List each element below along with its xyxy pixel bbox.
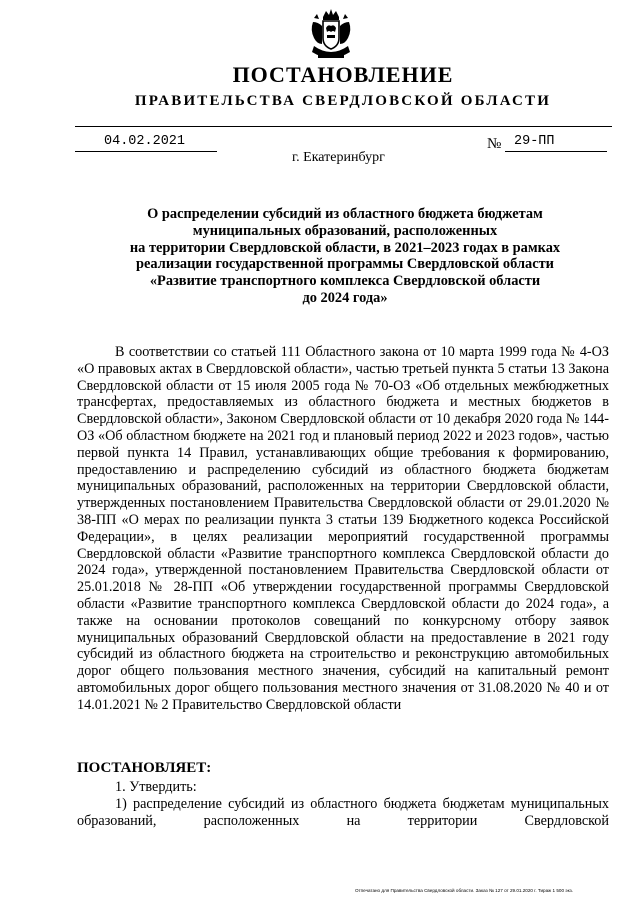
coat-of-arms-emblem bbox=[308, 8, 354, 64]
document-number: 29-ПП bbox=[514, 134, 555, 149]
title-line: реализации государственной программы Свердловской области bbox=[136, 256, 554, 273]
item-1: 1. Утвердить: bbox=[115, 779, 197, 795]
title-line: «Развитие транспортного комплекса Свердловской области bbox=[149, 273, 541, 290]
city: г. Екатеринбург bbox=[292, 150, 385, 165]
title-line: муниципальных образований, расположенных bbox=[192, 222, 498, 239]
document-title bbox=[85, 206, 605, 307]
date-underline bbox=[75, 151, 217, 152]
title-line: на территории Свердловской области, в 2021–2023 годах в рамках bbox=[129, 239, 561, 256]
number-sign: № bbox=[487, 136, 502, 152]
decree-heading: ПОСТАНОВЛЯЕТ: bbox=[77, 760, 212, 776]
item-1-subitem-1: 1) распределение субсидий из областного бюджета бюджетам муниципальных образований, расположенных на территории Свердловской bbox=[77, 796, 609, 829]
document-date: 04.02.2021 bbox=[104, 134, 186, 149]
issuing-authority: ПРАВИТЕЛЬСТВА СВЕРДЛОВСКОЙ ОБЛАСТИ bbox=[134, 93, 552, 109]
title-line: до 2024 года» bbox=[302, 289, 388, 306]
document-body bbox=[77, 344, 609, 714]
header-rule bbox=[75, 126, 612, 127]
number-underline bbox=[505, 151, 607, 152]
title-line: О распределении субсидий из областного бюджета бюджетам bbox=[147, 206, 543, 222]
print-footer: Отпечатано для Правительства Свердловской области. Заказ № 127 от 29.01.2020 г. Тираж 1 500 экз. bbox=[355, 888, 574, 893]
document-type-title: ПОСТАНОВЛЕНИЕ bbox=[232, 62, 454, 87]
preamble-paragraph: В соответствии со статьей 111 Областного закона от 10 марта 1999 года № 4-ОЗ «О правовых актах в Свердловской области», частью третьей пункта 5 статьи 13 Закона Свердловской области от 15 июля 2005 года № 70-ОЗ «Об отдельных межбюджетных трансфертах, предоставляемых из областного бюджета и местных бюджетов в Свердловской области», Законом Свердловской области от 10 декабря 2020 года № 144-ОЗ «Об областном бюджете на 2021 год и плановый период 2022 и 2023 годов», частью первой пункта 14 Правил, устанавливающих общие требования к формированию, предоставлению и распределению субсидий из областного бюджета бюджетам муниципальных образований, расположенных на территории Свердловской области, утвержденных постановлением Правительства Свердловской области от 29.01.2020 № 38-ПП «О мерах по реализации пункта 3 статьи 139 Бюджетного кодекса Российской Федерации», в целях реализации мероприятий государственной программы Свердловской области «Развитие транспортного комплекса Свердловской области до 2024 года», утвержденной постановлением Правительства Свердловской области от 25.01.2018 № 28-ПП «Об утверждении государственной программы Свердловской области «Развитие транспортного комплекса Свердловской области до 2024 года», а также на основании протоколов совещаний по конкурсному отбору заявок муниципальных образований Свердловской области на предоставление в 2021 году субсидий из областного бюджета на строительство и реконструкцию автомобильных дорог общего пользования местного значения, субсидий на капитальный ремонт автомобильных дорог общего пользования местного значения от 31.08.2020 № 40 и от 14.01.2021 № 2 Правительство Свердловской области bbox=[77, 344, 609, 713]
